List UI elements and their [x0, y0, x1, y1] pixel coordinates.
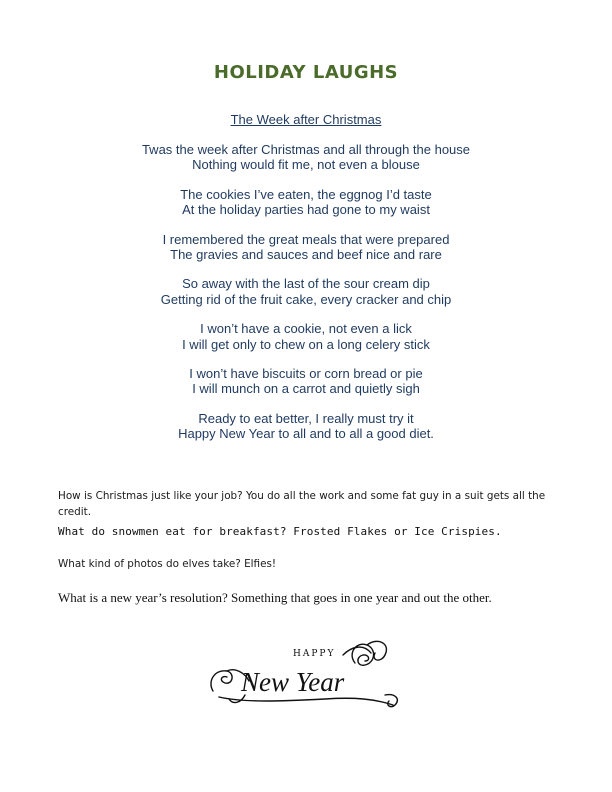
poem-line: I won’t have biscuits or corn bread or pie [189, 366, 423, 382]
poem-line: Nothing would fit me, not even a blouse [192, 156, 420, 172]
stanza [0, 276, 612, 306]
poem-line: I won’t have a cookie, not even a lick [200, 321, 412, 337]
happy-new-year-logo [205, 633, 405, 713]
joke-snowmen: What do snowmen eat for breakfast? Frosted Flakes or Ice Crispies. [58, 525, 502, 538]
stanza [0, 142, 612, 172]
poem-line: So away with the last of the sour cream dip [182, 276, 430, 292]
stanza [0, 232, 612, 262]
page-title: HOLIDAY LAUGHS [213, 62, 399, 83]
poem-line: The cookies I’ve eaten, the eggnog I’d taste [180, 186, 432, 202]
poem-line: Happy New Year to all and to all a good diet. [178, 426, 434, 442]
joke-resolution: What is a new year’s resolution? Something that goes in one year and out the other. [58, 590, 492, 605]
logo-top-text: HAPPY [293, 649, 336, 659]
joke-christmas-job: How is Christmas just like your job? You do all the work and some fat guy in a suit gets all the credit. [58, 490, 546, 518]
poem-line: The gravies and sauces and beef nice and rare [170, 246, 442, 262]
poem-line: I will munch on a carrot and quietly sigh [192, 381, 420, 397]
logo-main-text: New Year [241, 667, 345, 697]
poem-line: Twas the week after Christmas and all through the house [141, 141, 471, 157]
stanza [0, 366, 612, 396]
poem-line: At the holiday parties had gone to my waist [182, 201, 430, 217]
poem-line: I will get only to chew on a long celery stick [182, 336, 430, 352]
poem-line: I remembered the great meals that were prepared [162, 231, 450, 247]
joke-elves: What kind of photos do elves take? Elfies! [58, 558, 277, 570]
poem [0, 112, 612, 456]
poem-line: Getting rid of the fruit cake, every cracker and chip [160, 291, 452, 307]
stanza [0, 321, 612, 351]
poem-title: The Week after Christmas [230, 112, 382, 127]
stanza [0, 187, 612, 217]
stanza [0, 411, 612, 441]
poem-line: Ready to eat better, I really must try it [198, 411, 414, 427]
